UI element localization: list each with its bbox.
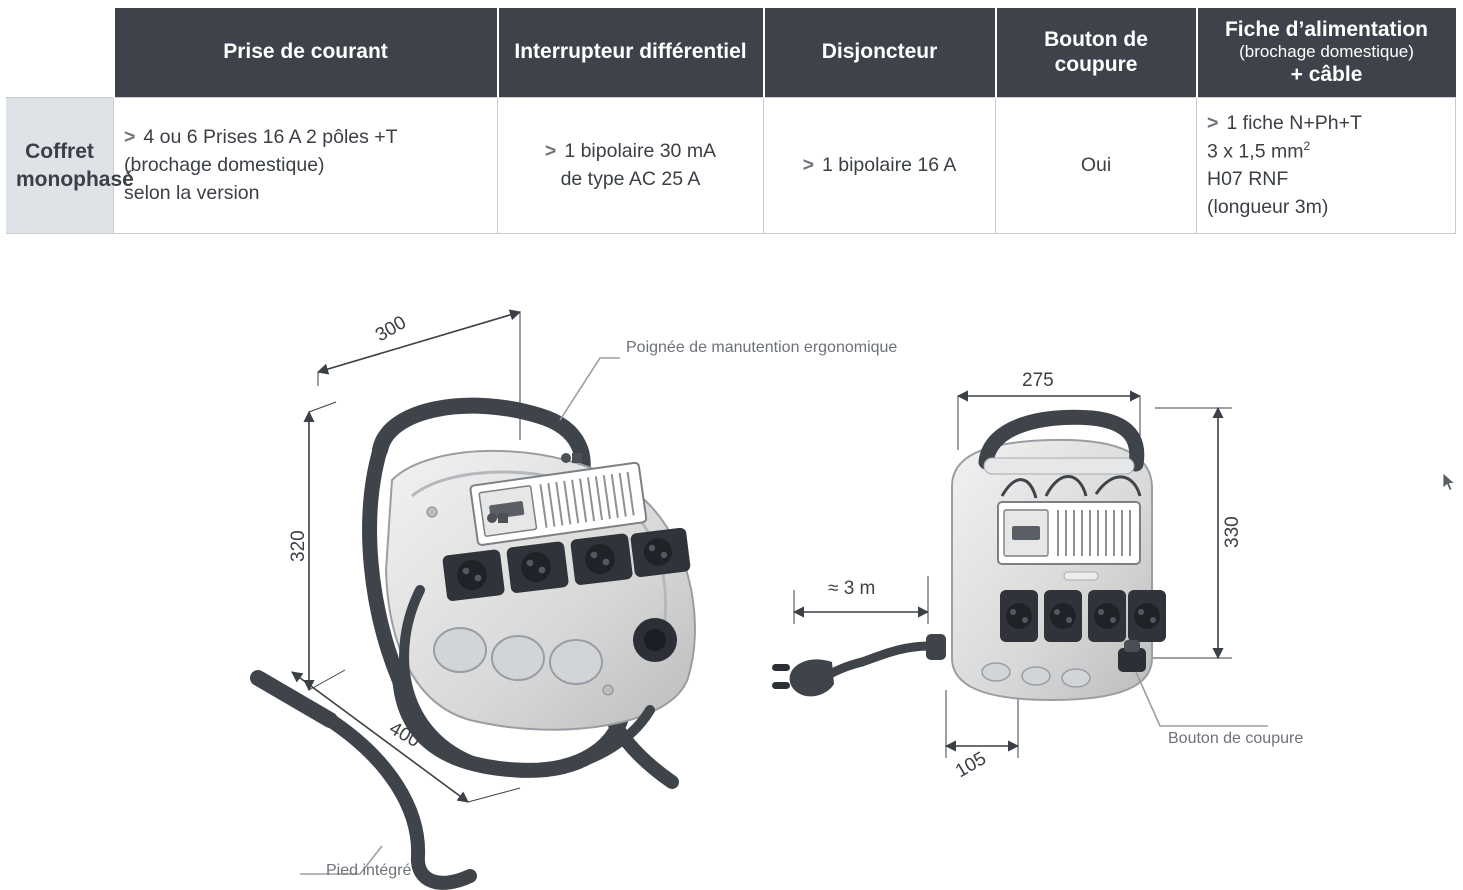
left-view-illustration — [258, 312, 695, 883]
callout-poignee-manutention: Poignée de manutention ergonomique — [626, 339, 898, 356]
cell-text: 3 x 1,5 mm — [1207, 140, 1304, 163]
dimension-label-400: 400 — [385, 718, 424, 753]
dimension-label-320: 320 — [288, 530, 309, 562]
cell-bouton-de-coupure: Oui — [996, 98, 1197, 234]
figure-drawing — [0, 290, 1463, 890]
column-header-sublabel: (brochage domestique) — [1239, 42, 1414, 62]
table-row — [6, 98, 1456, 234]
cell-text: 1 bipolaire 30 mA — [564, 140, 717, 163]
cell-text: (longueur 3m) — [1207, 195, 1329, 218]
column-header-bouton-de-coupure — [996, 8, 1197, 98]
cell-line — [545, 140, 716, 162]
cell-text: 1 bipolaire 16 A — [821, 153, 957, 176]
cell-line — [803, 154, 957, 176]
cell-line — [1207, 112, 1362, 134]
bullet-glyph: > — [124, 126, 136, 149]
cell-disjoncteur — [764, 98, 996, 234]
specification-table — [6, 8, 1456, 234]
cell-text: (brochage domestique) — [124, 153, 325, 176]
dimension-label-300: 300 — [372, 312, 410, 347]
cell-text: 4 ou 6 Prises 16 A 2 pôles +T — [143, 126, 398, 149]
cell-text: H07 RNF — [1207, 167, 1289, 190]
dimension-label-cable-length: ≈ 3 m — [828, 578, 876, 599]
bullet-glyph: > — [1207, 112, 1219, 135]
cell-prise-de-courant — [114, 98, 498, 234]
column-header-disjoncteur — [764, 8, 996, 98]
cell-interrupteur-differentiel — [498, 98, 764, 234]
row-header-coffret-monophase: Coffret monophasé — [6, 98, 114, 234]
column-header-prise-de-courant — [114, 8, 498, 98]
column-header-label: Fiche d’alimentation — [1224, 18, 1429, 41]
bullet-glyph: > — [544, 140, 557, 163]
column-header-fiche-alimentation — [1197, 8, 1456, 98]
dimension-label-105: 105 — [952, 748, 990, 783]
table-corner-cell — [6, 8, 114, 98]
column-header-label: Prise de courant — [223, 40, 388, 64]
cell-text: 1 fiche N+Ph+T — [1226, 112, 1362, 135]
callout-bouton-de-coupure: Bouton de coupure — [1168, 730, 1304, 747]
dimension-label-330: 330 — [1222, 516, 1243, 548]
column-header-label-2: + câble — [1290, 62, 1363, 86]
column-header-label: Disjoncteur — [821, 40, 938, 64]
mouse-cursor — [1442, 472, 1456, 492]
cell-text-with-sup — [1207, 138, 1445, 166]
callout-pied-integre: Pied intégré — [326, 862, 412, 879]
cell-line — [124, 126, 398, 148]
product-dimension-figure — [0, 290, 1463, 890]
right-view-illustration — [772, 396, 1268, 758]
cell-fiche-alimentation — [1197, 98, 1456, 234]
table-header-row — [6, 8, 1456, 98]
cell-text: selon la version — [124, 181, 260, 204]
cell-superscript: 2 — [1303, 138, 1311, 153]
column-header-interrupteur-differentiel — [498, 8, 764, 98]
cell-text: de type AC 25 A — [560, 167, 701, 190]
bullet-glyph: > — [802, 153, 814, 176]
column-header-label: Interrupteur différentiel — [514, 40, 747, 64]
dimension-label-275: 275 — [1022, 370, 1054, 391]
column-header-label: Bouton de coupure — [1044, 28, 1148, 76]
